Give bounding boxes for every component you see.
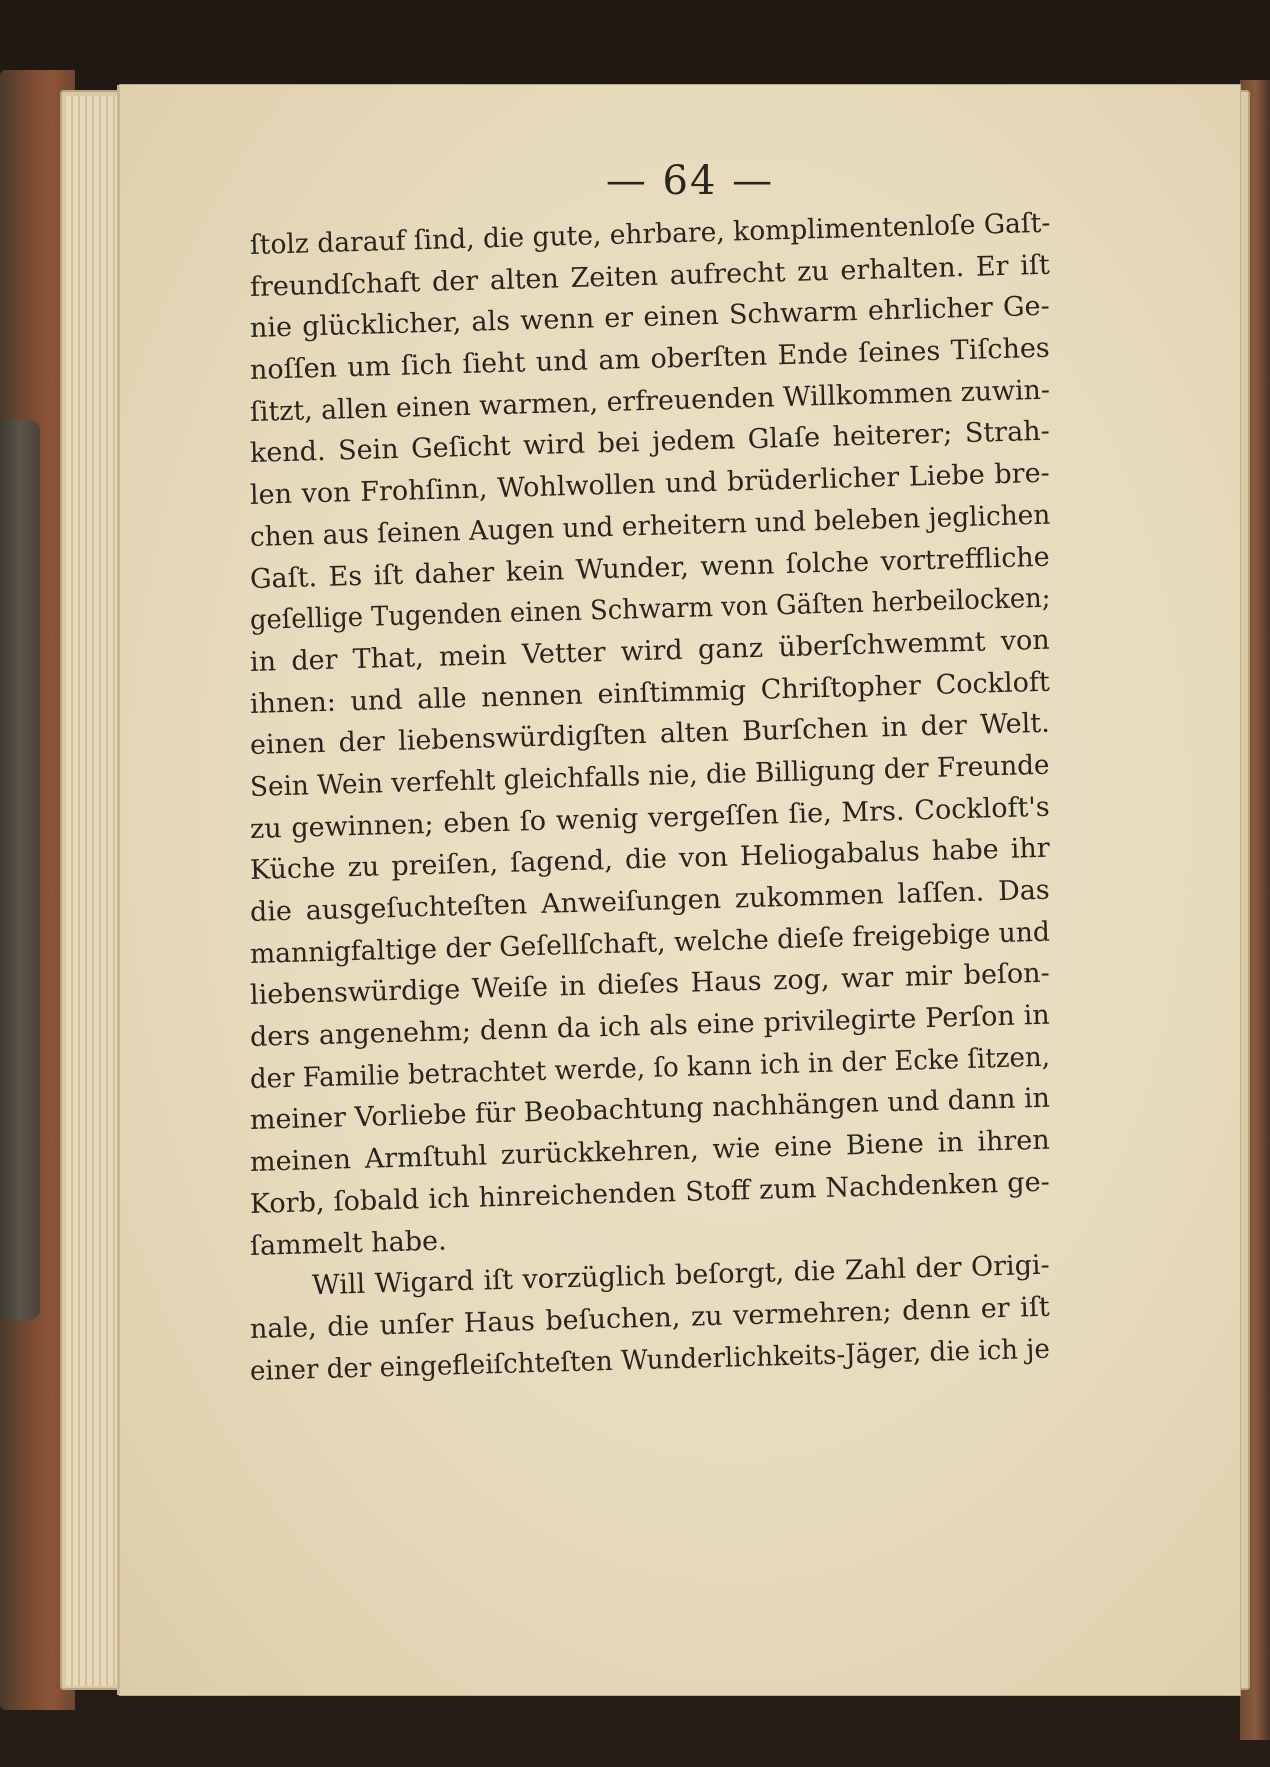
text-line: Will Wigard iſt vorzüglich beſorgt, die Zahl der Origi- xyxy=(311,1249,1051,1302)
text-line: nale, die unſer Haus beſuchen, zu vermehren; denn er iſt xyxy=(249,1291,1051,1345)
text-line: ihnen: und alle nennen einſtimmig Chriſtopher Cockloft xyxy=(249,666,1051,720)
text-line: nie glücklicher, als wenn er einen Schwarm ehrlicher Ge- xyxy=(249,291,1051,345)
text-line: noſſen um ſich ſieht und am oberſten Ende ſeines Tiſches xyxy=(249,332,1051,387)
text-line: kend. Sein Geſicht wird bei jedem Glaſe heiterer; Strah- xyxy=(249,416,1051,470)
text-line: chen aus ſeinen Augen und erheitern und beleben jeglichen xyxy=(249,499,1051,553)
text-line: ders angenehm; denn da ich als eine privilegirte Perſon in xyxy=(249,999,1051,1054)
text-line: Gaſt. Es iſt daher kein Wunder, wenn ſolche vortreffliche xyxy=(249,541,1051,595)
text-line: der Familie betrachtet werde, ſo kann ich in der Ecke ſitzen, xyxy=(249,1041,1051,1095)
text-line: die ausgeſuchteſten Anweiſungen zukommen laſſen. Das xyxy=(249,874,1051,928)
text-line: freundſchaft der alten Zeiten aufrecht zu erhalten. Er iſt xyxy=(249,249,1051,303)
text-line: in der That, mein Vetter wird ganz überſchwemmt von xyxy=(249,624,1051,678)
dash-left: — xyxy=(605,158,648,204)
page-number: 64 xyxy=(662,158,718,204)
dash-right: — xyxy=(732,158,775,204)
text-line: meiner Vorliebe für Beobachtung nachhängen und dann in xyxy=(249,1083,1051,1137)
text-line: zu gewinnen; eben ſo wenig vergeſſen ſie, Mrs. Cockloft's xyxy=(249,791,1051,845)
page-header xyxy=(560,158,820,204)
text-line: ſtolz darauf ſind, die gute, ehrbare, komplimentenloſe Gaſt- xyxy=(249,207,1051,261)
text-line: ſitzt, allen einen warmen, erfreuenden Willkommen zuwin- xyxy=(249,374,1051,428)
text-line: Küche zu preiſen, ſagend, die von Heliogabalus habe ihr xyxy=(249,832,1051,887)
text-line: Sein Wein verfehlt gleichfalls nie, die Billigung der Freunde xyxy=(249,749,1050,803)
text-line: geſellige Tugenden einen Schwarm von Gäſten herbeilocken; xyxy=(249,582,1051,637)
body-text xyxy=(249,207,1051,1392)
text-line: Korb, ſobald ich hinreichenden Stoff zum Nachdenken ge- xyxy=(249,1166,1051,1220)
book-cover-patch xyxy=(0,420,40,1320)
text-line: einer der eingefleiſchteſten Wunderlichkeits-Jäger, die ich je xyxy=(249,1333,1051,1387)
text-line: ſammelt habe. xyxy=(249,1225,448,1262)
text-line: meinen Armſtuhl zurückkehren, wie eine Biene in ihren xyxy=(249,1124,1051,1179)
text-line: mannigfaltige der Geſellſchaft, welche dieſe freigebige und xyxy=(249,916,1051,970)
text-line: liebenswürdige Weiſe in dieſes Haus zog, war mir beſon- xyxy=(249,958,1051,1012)
text-line: len von Frohſinn, Wohlwollen und brüderlicher Liebe bre- xyxy=(249,457,1051,512)
text-line: einen der liebenswürdigſten alten Burſchen in der Welt. xyxy=(249,707,1051,762)
